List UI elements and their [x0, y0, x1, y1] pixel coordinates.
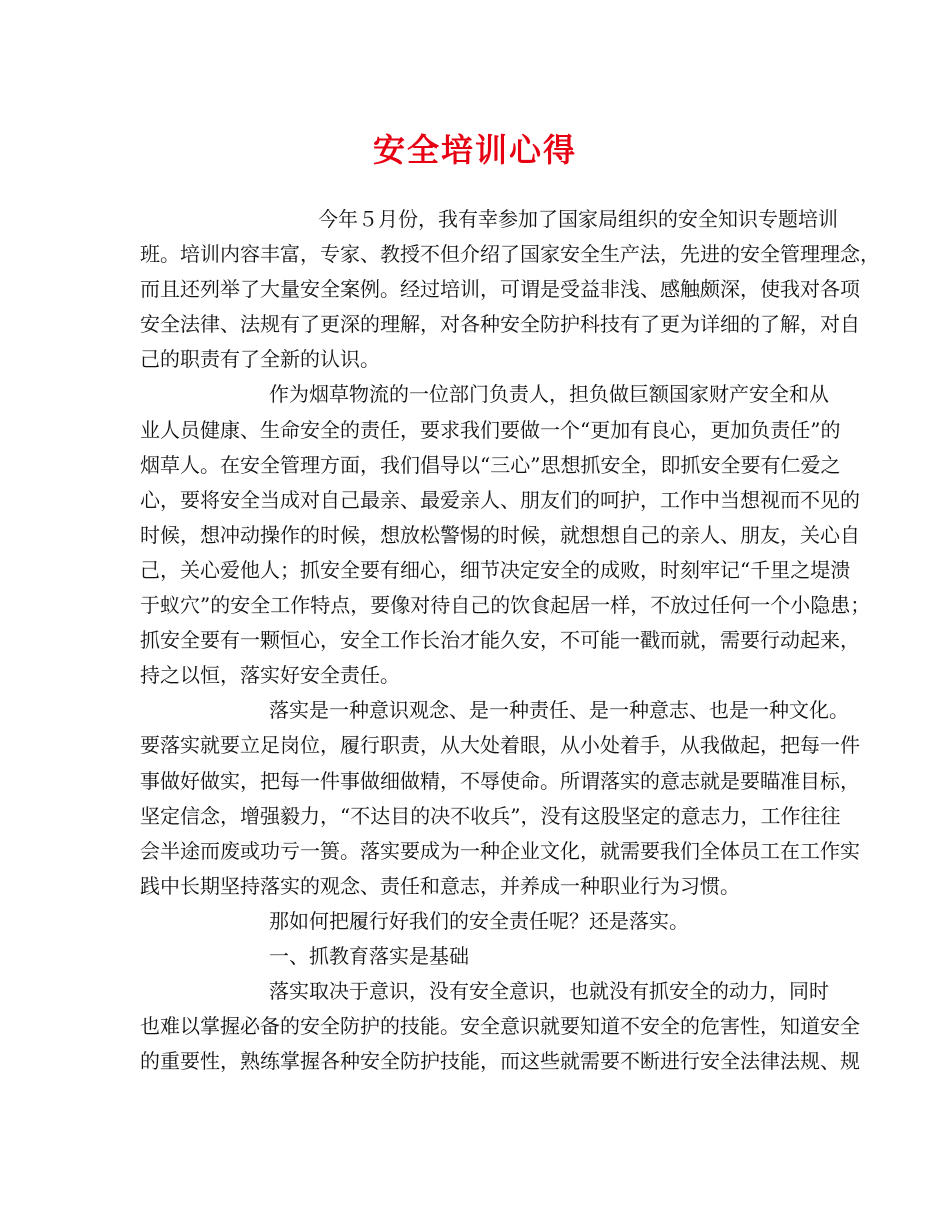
- text-line: 抓安全要有一颗恒心，安全工作长治才能久安，不可能一戳而就，需要行动起来，: [140, 628, 860, 653]
- text-line: 要落实就要立足岗位，履行职责，从大处着眼，从小处着手，从我做起，把每一件: [140, 733, 860, 758]
- text-line: 那如何把履行好我们的安全责任呢？还是落实。: [269, 908, 689, 933]
- paragraph: [140, 904, 812, 939]
- text-line: 安全法律、法规有了更深的理解，对各种安全防护科技有了更为详细的了解，对自: [140, 312, 860, 337]
- text-line: 一、抓教育落实是基础: [269, 943, 469, 968]
- text-line: 践中长期坚持落实的观念、责任和意志，并养成一种职业行为习惯。: [140, 873, 740, 898]
- text-line: 落实取决于意识，没有安全意识，也就没有抓安全的动力，同时: [269, 979, 829, 1004]
- text-line: 落实是一种意识观念、是一种责任、是一种意志、也是一种文化。: [269, 698, 849, 723]
- text-line: 而且还列举了大量安全案例。经过培训，可谓是受益非浅、感触颇深，使我对各项: [140, 277, 860, 302]
- text-line: 事做好做实，把每一件事做细做精，不辱使命。所谓落实的意志就是要瞄准目标，: [140, 768, 860, 793]
- text-line: 今年５月份，我有幸参加了国家局组织的安全知识专题培训: [318, 207, 838, 231]
- text-line: 作为烟草物流的一位部门负责人，担负做巨额国家财产安全和从: [269, 382, 829, 407]
- text-line: 己，关心爱他人；抓安全要有细心，细节决定安全的成败，时刻牢记“千里之堤溃: [140, 557, 851, 582]
- text-line: 持之以恒，落实好安全责任。: [140, 663, 400, 688]
- text-line: 时候，想冲动操作的时候，想放松警惕的时候，就想想自己的亲人、朋友，关心自: [140, 522, 860, 547]
- document-body: [140, 202, 880, 1079]
- text-line: 己的职责有了全新的认识。: [140, 347, 380, 372]
- text-line: 也难以掌握必备的安全防护的技能。安全意识就要知道不安全的危害性，知道安全: [140, 1014, 860, 1039]
- paragraph: [140, 939, 812, 974]
- paragraph: [140, 202, 880, 377]
- document-title: 安全培训心得: [372, 131, 577, 169]
- text-line: 坚定信念，增强毅力，“不达目的决不收兵”，没有这股坚定的意志力，工作往往: [140, 803, 841, 828]
- text-line: 的重要性，熟练掌握各种安全防护技能，而这些就需要不断进行安全法律法规、规: [140, 1049, 860, 1074]
- text-line: 业人员健康、生命安全的责任，要求我们要做一个“更加有良心，更加负责任”的: [140, 417, 841, 442]
- paragraph: [140, 693, 860, 904]
- paragraph: [140, 377, 871, 693]
- text-line: 烟草人。在安全管理方面，我们倡导以“三心”思想抓安全，即抓安全要有仁爱之: [140, 452, 841, 477]
- text-line: 心，要将安全当成对自己最亲、最爱亲人、朋友们的呵护，工作中当想视而不见的: [140, 487, 860, 512]
- text-line: 会半途而废或功亏一篑。落实要成为一种企业文化，就需要我们全体员工在工作实: [140, 838, 860, 863]
- text-line: 班。培训内容丰富，专家、教授不但介绍了国家安全生产法，先进的安全管理理念，: [140, 242, 880, 267]
- text-line: 于蚁穴”的安全工作特点，要像对待自己的饮食起居一样，不放过任何一个小隐患；: [140, 593, 871, 618]
- paragraph: [140, 974, 860, 1079]
